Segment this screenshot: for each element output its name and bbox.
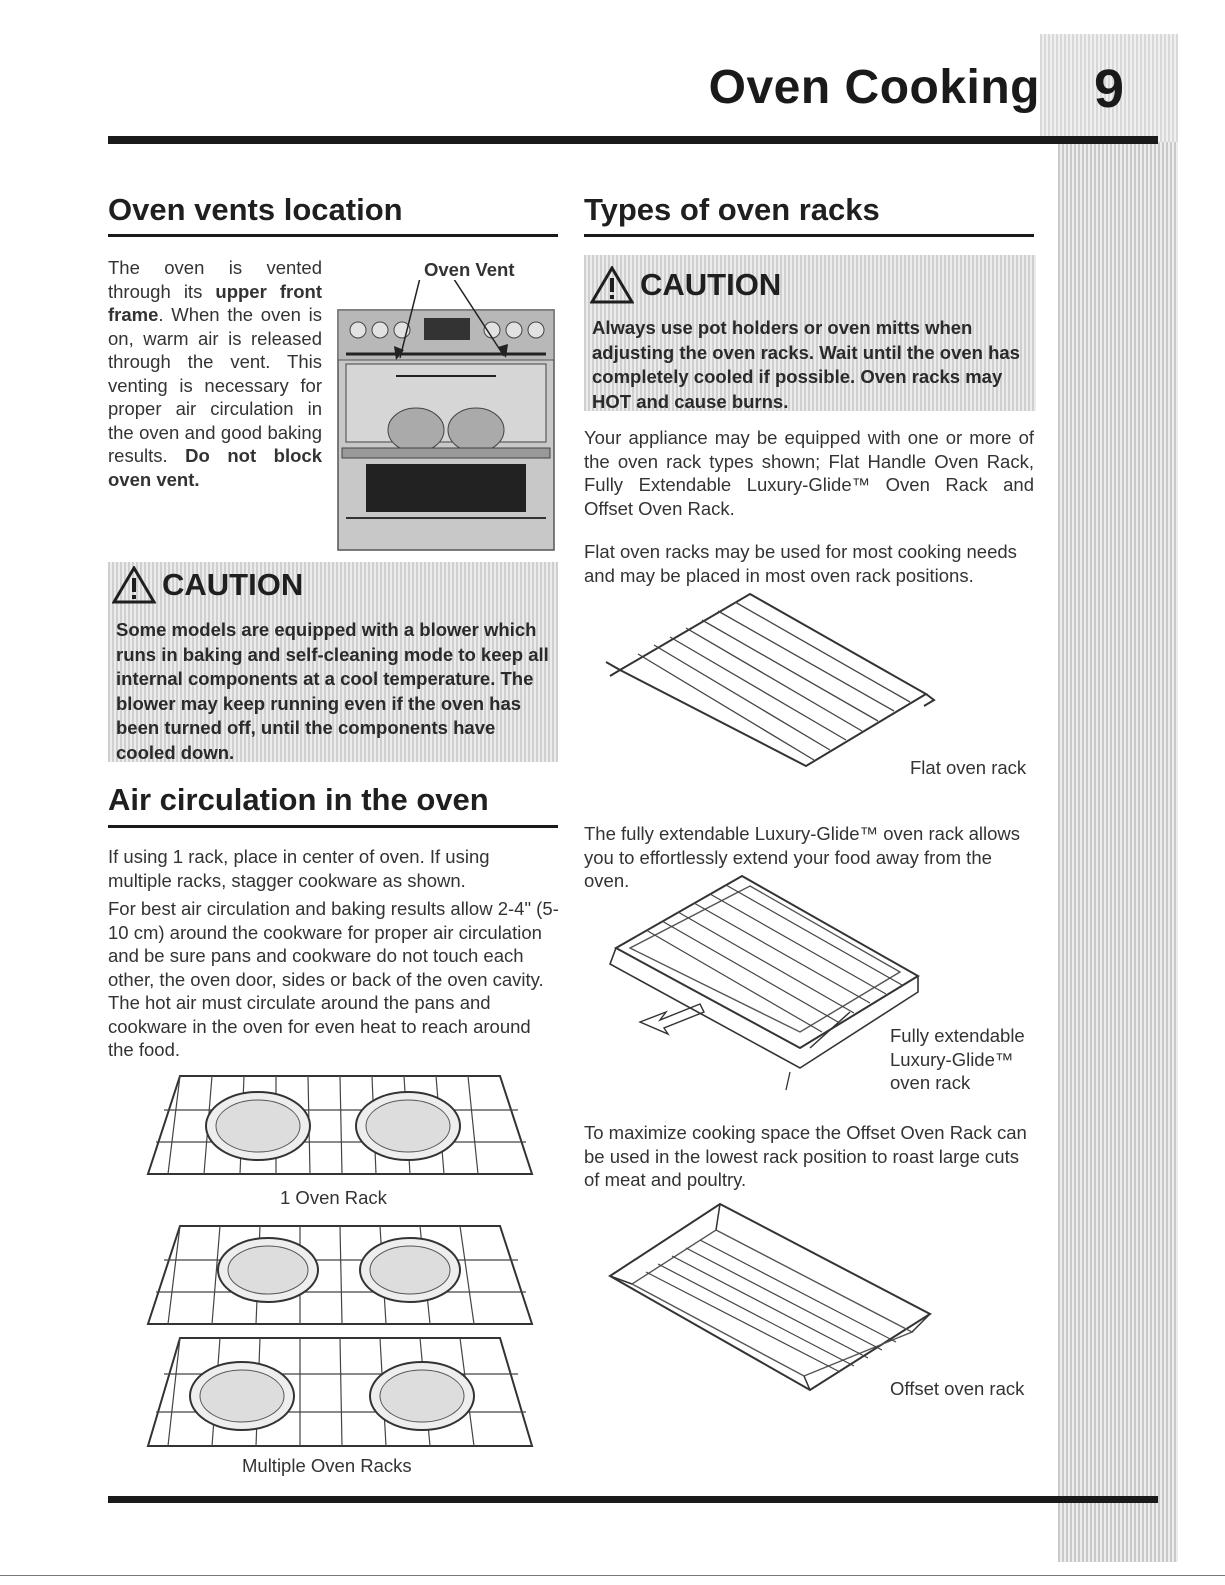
multiple-racks-caption: Multiple Oven Racks [242, 1455, 412, 1476]
oven-vent-label: Oven Vent [424, 259, 515, 280]
page-title: Oven Cooking [708, 61, 1040, 114]
oven-front-illustration [336, 280, 556, 552]
vents-body-2: upper front frame [108, 280, 322, 325]
air-heading: Air circulation in the oven [108, 782, 489, 817]
bottom-rule [108, 1496, 1158, 1503]
vents-body-4: Do not block oven vent. [108, 445, 322, 490]
racks-paragraph-4: To maximize cooking space the Offset Oven Rack can be used in the lowest rack position to roast large cuts of meat and poultry. [584, 1122, 1027, 1190]
luxury-glide-caption-line-1: Fully extendable [890, 1025, 1025, 1046]
side-strip [1058, 142, 1178, 1562]
vents-body [108, 256, 322, 491]
air-paragraph-1: If using 1 rack, place in center of oven. If using multiple racks, stagger cookware as shown. [108, 846, 490, 891]
racks-paragraph-1: Your appliance may be equipped with one or more of the oven rack types shown; Flat Handle Oven Rack, Fully Extendable Luxury-Glide™ Oven Rack and Offset Oven Rack. [584, 427, 1034, 519]
caution-racks-heading [590, 266, 781, 304]
vents-heading: Oven vents location [108, 192, 403, 227]
vents-body-3: . When the oven is on, warm air is released through the vent. This venting is necessary for proper air circulation in the oven and good baking results. [108, 304, 322, 466]
luxury-glide-rack-illustration [600, 872, 930, 1092]
offset-rack-illustration [600, 1200, 940, 1400]
caution-racks-title: CAUTION [640, 267, 782, 302]
flat-rack-caption: Flat oven rack [910, 757, 1027, 778]
warning-triangle-icon [112, 566, 156, 604]
top-rule [108, 136, 1158, 144]
racks-paragraph-2: Flat oven racks may be used for most cooking needs and may be placed in most oven rack positions. [584, 541, 1017, 586]
luxury-glide-caption-line-2: Luxury-Glide™ [890, 1048, 1014, 1070]
warning-triangle-icon [590, 266, 634, 304]
offset-rack-caption: Offset oven rack [890, 1378, 1025, 1399]
air-rule [108, 825, 558, 828]
page-number: 9 [1093, 59, 1125, 119]
caution-blower-text: Some models are equipped with a blower which runs in baking and self-cleaning mode to keep all internal components at a cool temperature. The blower may keep running even if the oven has been turned off, until the components have cooled down. [116, 619, 549, 763]
racks-rule [584, 234, 1034, 237]
luxury-glide-caption-line-3: oven rack [890, 1072, 971, 1093]
air-paragraph-2: For best air circulation and baking results allow 2-4" (5-10 cm) around the cookware for proper air circulation and be sure pans and cookware do not touch each other, the oven door, sides or back of the oven cavity. The hot air must circulate around the pans and cookware in the oven for even heat to reach around the food. [108, 898, 559, 1060]
vents-body-1: The oven is vented through its [108, 257, 322, 302]
racks-heading: Types of oven racks [584, 192, 880, 227]
racks-paragraph-3: The fully extendable Luxury-Glide™ oven rack allows you to effortlessly extend your food away from the oven. [584, 823, 1020, 891]
caution-racks-text: Always use pot holders or oven mitts when adjusting the oven racks. Wait until the oven has completely cooled if possible. Oven racks may HOT and cause burns. [592, 317, 1020, 412]
vents-rule [108, 234, 558, 237]
flat-rack-illustration [600, 590, 940, 770]
one-rack-caption: 1 Oven Rack [280, 1187, 387, 1208]
multiple-racks-illustration [140, 1218, 540, 1456]
caution-blower-title: CAUTION [162, 567, 304, 602]
caution-blower-heading [112, 566, 303, 604]
one-rack-illustration [140, 1068, 540, 1186]
page-edge-line [0, 1575, 1225, 1576]
luxury-glide-caption [890, 1024, 1025, 1095]
